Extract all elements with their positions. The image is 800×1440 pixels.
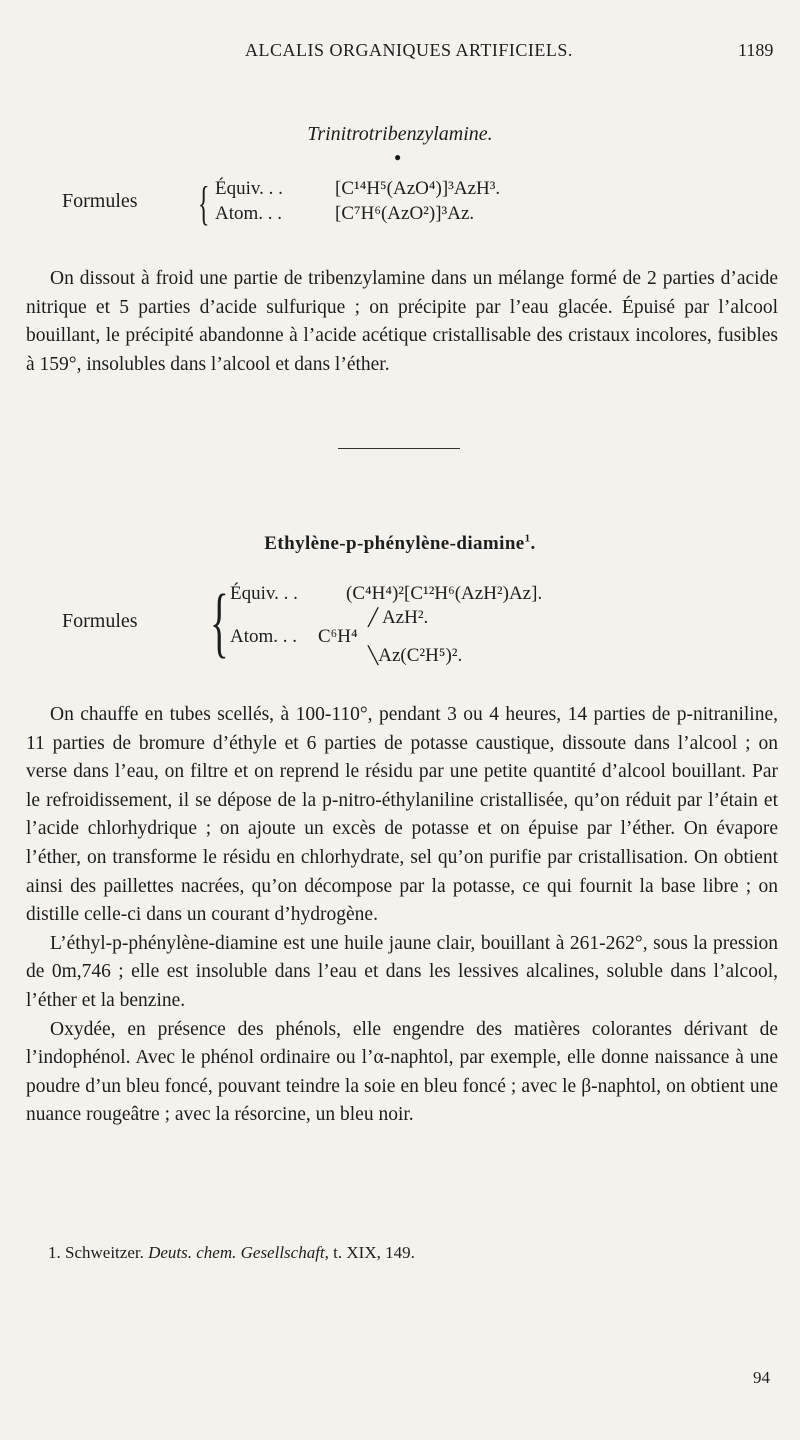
branch-backslash-icon: ╲: [368, 646, 379, 665]
section-title-trinitrotribenzylamine: Trinitrotribenzylamine.: [307, 123, 493, 145]
paragraph: Oxydée, en présence des phénols, elle engendre des matières colorantes dérivant de l’indophénol. Avec le phénol ordinaire ou l’α-naphtol, par exemple, elle donne naissance à une poudre d’un bleu foncé, pouvant teindre la soie en bleu foncé ; avec le β-naphtol, on obtient une nuance rougeâtre ; avec la résorcine, un bleu noir.: [26, 1018, 778, 1126]
formula-label: Formules: [62, 610, 138, 632]
paragraph-block-1: [26, 265, 778, 379]
signature-mark: 94: [753, 1368, 770, 1387]
formula-branch: AzH².: [381, 607, 429, 628]
section-divider: [338, 448, 460, 449]
formula-label: Formules: [62, 190, 138, 212]
formula-atom-root: C⁶H⁴: [318, 626, 358, 647]
formula-key: Atom. . .: [230, 626, 298, 647]
formula-key: Équiv. . .: [230, 583, 298, 604]
paragraph: On dissout à froid une partie de tribenzylamine dans un mélange formé de 2 parties d’acide nitrique et 5 parties d’acide sulfurique ; on précipite par l’eau glacée. Épuisé par l’alcool bouillant, le précipité abandonne à l’acide acétique cristallisable des cristaux incolores, fusibles à 159°, insolubles dans l’alcool et dans l’éther.: [26, 268, 778, 375]
footnote-author: Schweitzer.: [65, 1243, 144, 1262]
formula-equiv-row: [230, 583, 542, 605]
footnote-ref: 1: [524, 532, 531, 545]
formula-branch-lower: [368, 645, 462, 667]
formula-key: Équiv. . .: [215, 178, 283, 199]
brace-icon: {: [210, 578, 229, 665]
paragraph: L’éthyl-p-phénylène-diamine est une huile jaune clair, bouillant à 261-262°, sous la pression de 0m,746 ; elle est insoluble dans l’eau et dans les lessives alcalines, soluble dans l’alcool, l’éther et la benzine.: [26, 932, 778, 1011]
formula-atom-row: [230, 626, 358, 648]
paragraph: On chauffe en tubes scellés, à 100-110°, pendant 3 ou 4 heures, 14 parties de p-nitraniline, 11 parties de bromure d’éthyle et 6 parties de potasse caustique, dissoute dans l’alcool ; on verse dans l’eau, on filtre et on reprend le résidu par une petite quantité d’alcool bouillant. Par le refroidissement, il se dépose de la p-nitro-éthylaniline cristallisée, qu’on réduit par l’étain et l’acide chlorhydrique ; on ajoute un excès de potasse et on épuise par l’éther. On évapore l’éther, on transforme le résidu en chlorhydrate, sel qu’on purifie par cristallisation. On obtient ainsi des paillettes nacrées, qu’on décompose par la potasse, ce qui fournit la base libre ; on distille celle-ci dans un courant d’hydrogène.: [26, 704, 778, 926]
formula-branch: Az(C²H⁵)².: [378, 645, 463, 666]
formula-equiv-row: [215, 178, 500, 200]
formula-block-1: [62, 178, 702, 234]
section-title-text: Ethylène-p-phénylène-diamine: [264, 533, 525, 554]
formula-value: [C¹⁴H⁵(AzO⁴)]³AzH³.: [335, 178, 501, 199]
footnote-number: 1.: [48, 1243, 61, 1262]
section-title-ethylene-phenylene-diamine: Ethylène-p-phénylène-diamine$^1$.: [264, 532, 536, 554]
formula-atom-row: [215, 203, 474, 225]
brace-icon: {: [198, 177, 210, 230]
page-header: [0, 40, 800, 70]
bullet-icon: ●: [394, 150, 402, 164]
formula-block-2: [62, 578, 722, 678]
page-number: 1189: [738, 40, 774, 60]
formula-key: Atom. . .: [215, 203, 283, 224]
paragraph-block-2: [26, 701, 778, 1130]
footnote: [48, 1243, 415, 1263]
footnote-ref: t. XIX, 149.: [333, 1243, 415, 1262]
branch-slash-icon: ╱: [368, 608, 379, 627]
running-title: ALCALIS ORGANIQUES ARTIFICIELS.: [245, 40, 573, 60]
footnote-journal: Deuts. chem. Gesellschaft,: [148, 1243, 329, 1262]
formula-value: [C⁷H⁶(AzO²)]³Az.: [335, 203, 475, 224]
formula-value: (C⁴H⁴)²[C¹²H⁶(AzH²)Az].: [346, 583, 543, 604]
formula-branch-upper: [368, 607, 428, 629]
